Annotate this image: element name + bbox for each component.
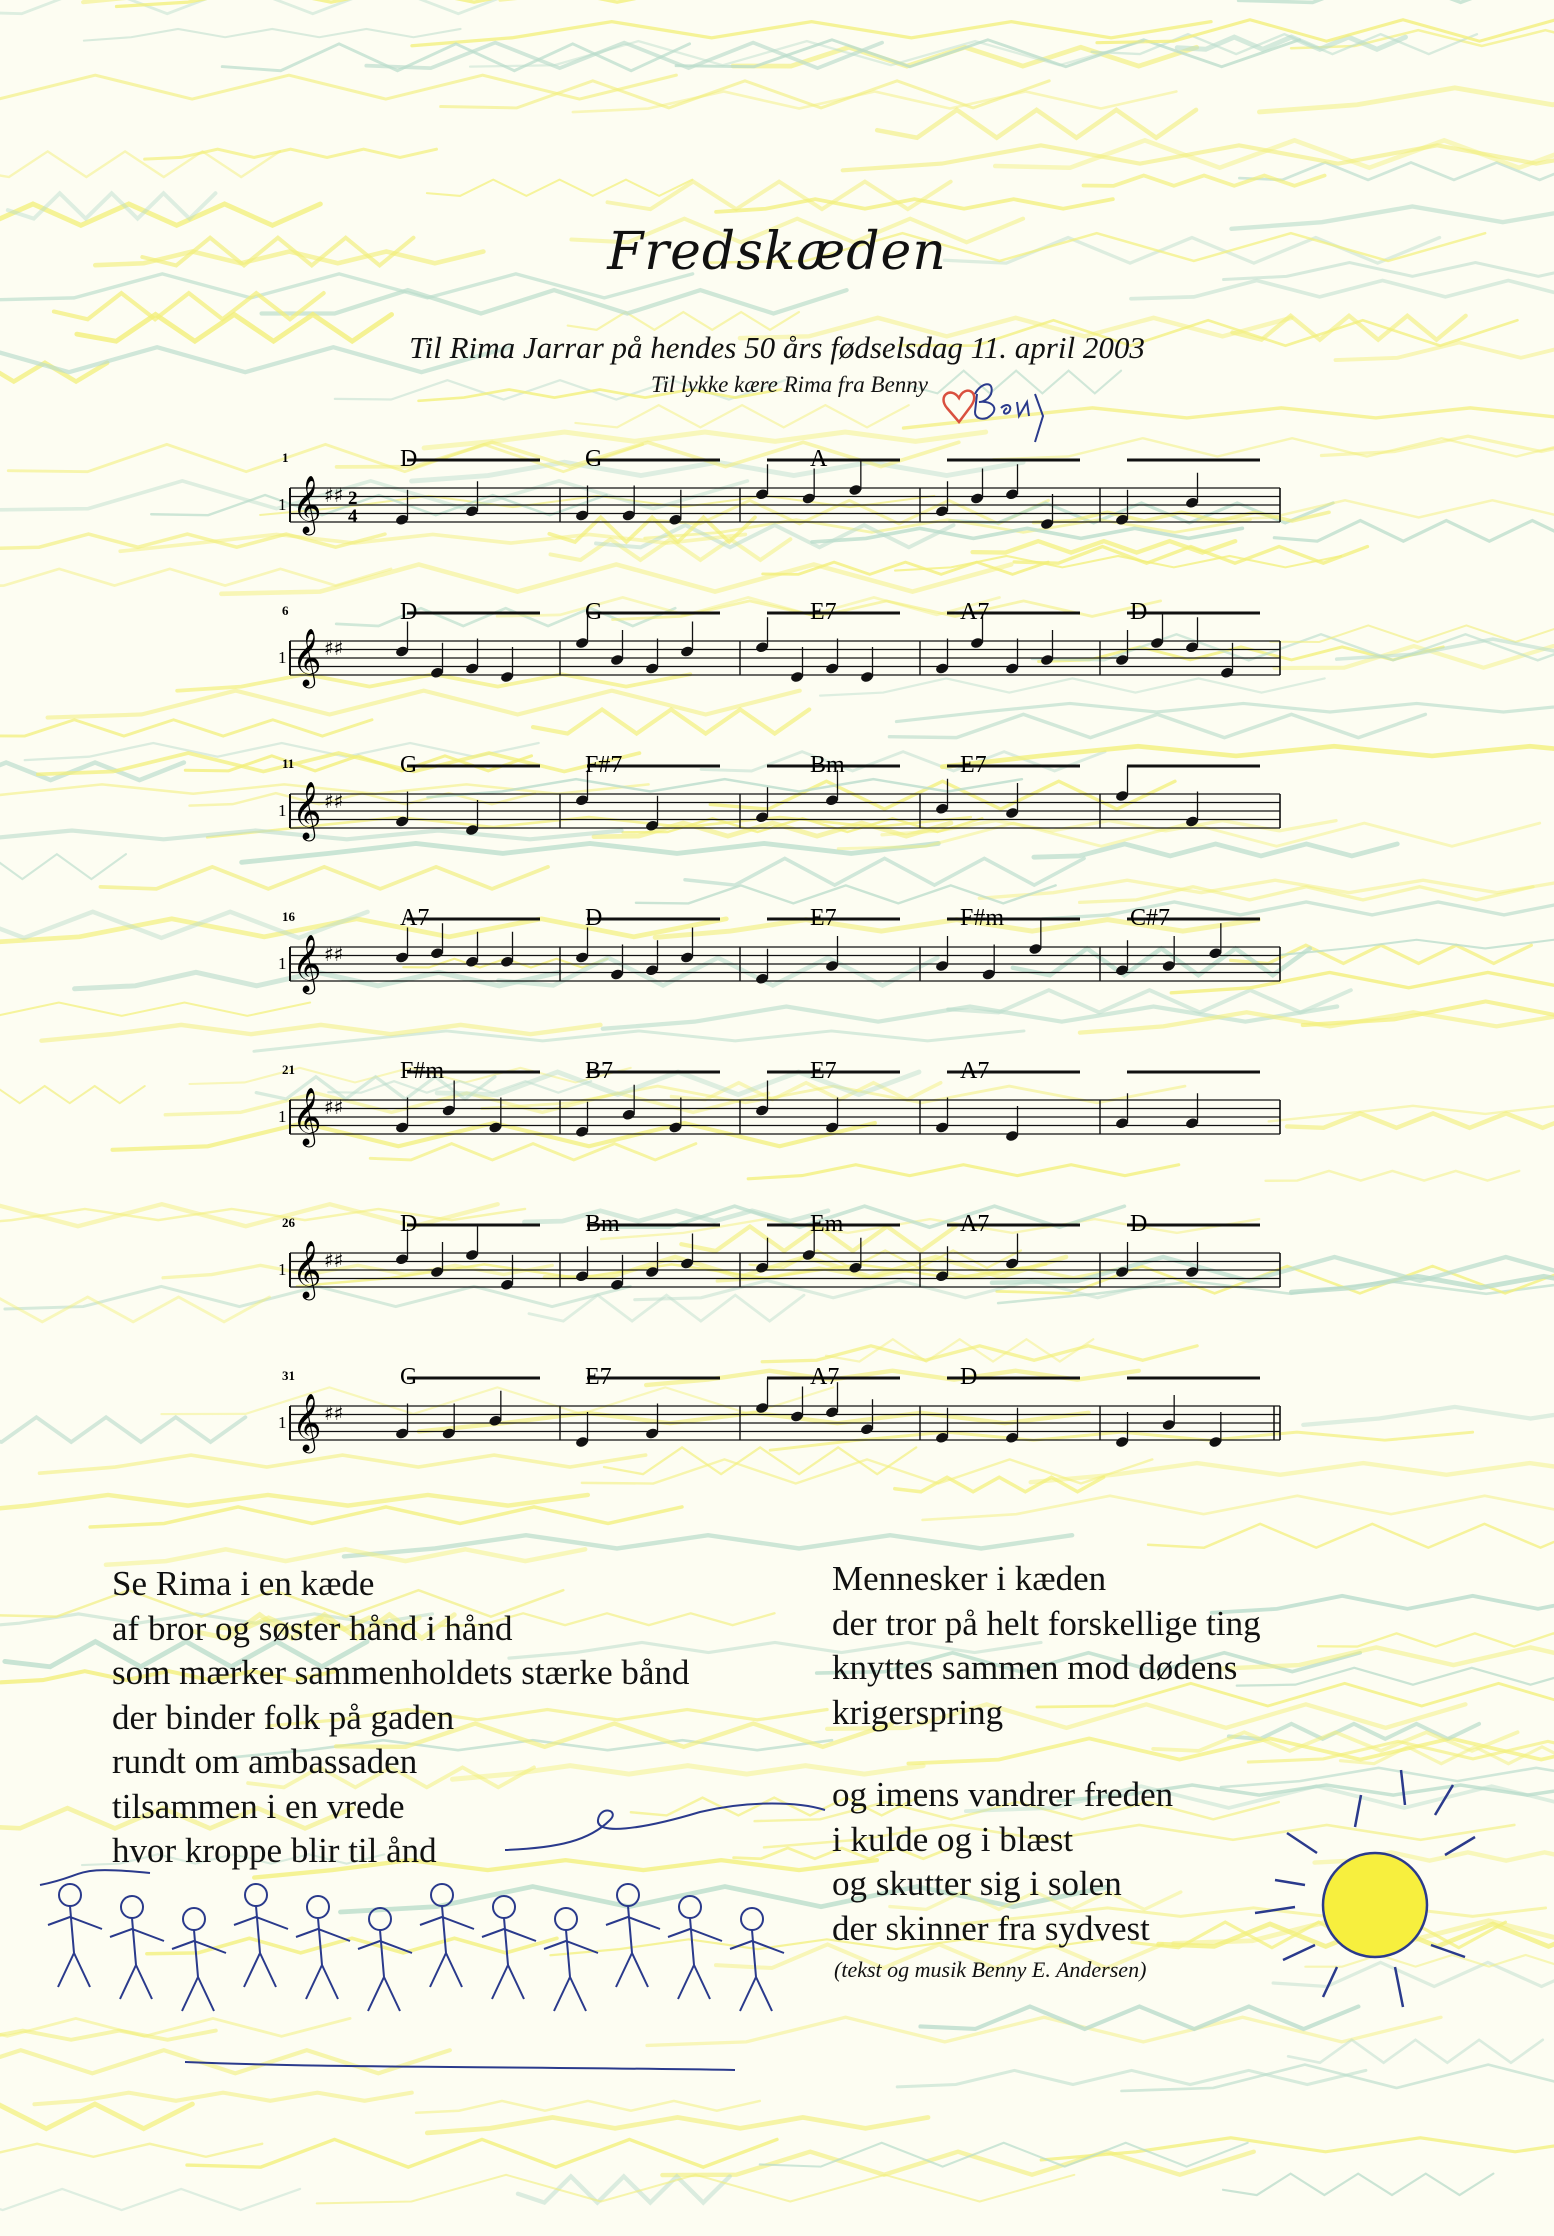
crayon-stroke bbox=[0, 2189, 300, 2210]
lyric-line: og imens vandrer freden bbox=[832, 1775, 1174, 1814]
chord-symbol: Em bbox=[810, 1211, 844, 1237]
verse-right-2 bbox=[832, 1773, 1173, 1951]
dedication-line: Til lykke kære Rima fra Benny bbox=[651, 372, 928, 397]
lyric-line: der skinner fra sydvest bbox=[832, 1908, 1150, 1948]
crayon-stroke bbox=[1259, 88, 1554, 112]
staff-label: 1 bbox=[278, 1413, 287, 1432]
lyric-line: krigerspring bbox=[832, 1692, 1004, 1732]
crayon-stroke bbox=[0, 1003, 310, 1020]
person-doodle bbox=[482, 1896, 536, 1999]
lyric-line: hvor kroppe blir til ånd bbox=[112, 1831, 437, 1870]
measure-number: 26 bbox=[282, 1215, 295, 1230]
chord-symbol: D bbox=[960, 1364, 978, 1390]
treble-clef-icon: 𝄞 bbox=[292, 1240, 322, 1298]
staff-label: 1 bbox=[278, 954, 287, 973]
song-credit: (tekst og musik Benny E. Andersen) bbox=[834, 1957, 1147, 1982]
person-doodle bbox=[606, 1884, 660, 1987]
crayon-stroke bbox=[427, 180, 692, 196]
crayon-stroke bbox=[1275, 646, 1554, 668]
key-signature: ♯♯ bbox=[324, 1248, 344, 1272]
crayon-stroke bbox=[877, 110, 1196, 138]
key-signature: ♯♯ bbox=[324, 1095, 344, 1119]
person-doodle bbox=[172, 1908, 226, 2011]
crayon-stroke bbox=[575, 405, 908, 427]
crayon-stroke bbox=[441, 81, 1050, 108]
lyric-line: Mennesker i kæden bbox=[832, 1559, 1107, 1598]
chord-symbol: E7 bbox=[810, 905, 837, 931]
treble-clef-icon: 𝄞 bbox=[292, 628, 322, 686]
staff-label: 1 bbox=[278, 1260, 287, 1279]
staff-label: 1 bbox=[278, 495, 287, 514]
crayon-stroke bbox=[0, 1086, 145, 1103]
measure-number: 1 bbox=[282, 450, 289, 465]
lyric-line: som mærker sammenholdets stærke bånd bbox=[112, 1653, 690, 1692]
sheet-music bbox=[270, 440, 1290, 1480]
chord-symbol: D bbox=[585, 905, 603, 931]
chord-symbol: D bbox=[1130, 599, 1148, 625]
chord-symbol: A7 bbox=[960, 599, 990, 625]
crayon-stroke bbox=[897, 2070, 1366, 2086]
crayon-stroke bbox=[0, 854, 126, 879]
person-doodle bbox=[296, 1896, 350, 1999]
crayon-stroke bbox=[923, 1496, 1554, 1520]
treble-clef-icon: 𝄞 bbox=[292, 781, 322, 839]
measure-number: 16 bbox=[282, 909, 295, 924]
person-doodle bbox=[48, 1884, 102, 1987]
crayon-stroke bbox=[1303, 1407, 1554, 1425]
key-signature: ♯♯ bbox=[324, 789, 344, 813]
chord-symbol: A7 bbox=[960, 1211, 990, 1237]
crayon-stroke bbox=[0, 75, 676, 102]
key-signature: ♯♯ bbox=[324, 636, 344, 660]
crayon-stroke bbox=[1270, 625, 1554, 642]
lyric-line: og skutter sig i solen bbox=[832, 1864, 1122, 1903]
chord-symbol: G bbox=[400, 1364, 418, 1390]
music-system bbox=[278, 905, 1280, 995]
crayon-stroke bbox=[568, 312, 799, 330]
heart-icon bbox=[944, 391, 975, 422]
key-signature: ♯♯ bbox=[324, 1401, 344, 1425]
crayon-stroke bbox=[1318, 1633, 1554, 1646]
crayon-stroke bbox=[1223, 2174, 1493, 2195]
crayon-stroke bbox=[90, 1507, 682, 1527]
treble-clef-icon: 𝄞 bbox=[292, 934, 322, 992]
staff-label: 1 bbox=[278, 648, 287, 667]
crayon-stroke bbox=[1266, 1171, 1520, 1181]
crayon-stroke bbox=[0, 2144, 262, 2160]
crayon-stroke bbox=[84, 29, 461, 41]
lyric-line: der tror på helt forskellige ting bbox=[832, 1603, 1261, 1643]
crayon-stroke bbox=[1148, 1524, 1554, 1548]
person-doodle bbox=[110, 1896, 164, 1999]
crayon-stroke bbox=[1239, 0, 1554, 2]
music-system bbox=[278, 446, 1280, 536]
chord-symbol: E7 bbox=[960, 752, 987, 778]
key-signature: ♯♯ bbox=[324, 942, 344, 966]
chord-symbol: Bm bbox=[585, 1211, 620, 1237]
crayon-stroke bbox=[427, 2117, 928, 2132]
crayon-stroke bbox=[1097, 20, 1554, 43]
music-system bbox=[278, 1364, 1280, 1454]
sun-icon bbox=[1323, 1853, 1427, 1957]
chord-symbol: C#7 bbox=[1130, 905, 1171, 931]
person-doodle bbox=[420, 1884, 474, 1987]
chord-symbol: E7 bbox=[810, 599, 837, 625]
measure-number: 31 bbox=[282, 1368, 295, 1383]
crayon-stroke bbox=[1212, 1596, 1554, 1613]
crayon-stroke bbox=[117, 0, 689, 6]
hand-drawn-sun bbox=[1235, 1745, 1495, 2015]
music-system bbox=[278, 1058, 1280, 1148]
lyric-line: rundt om ambassaden bbox=[112, 1742, 418, 1781]
song-title: Fredskæden bbox=[607, 222, 947, 282]
crayon-stroke bbox=[0, 1417, 245, 1442]
person-doodle bbox=[234, 1884, 288, 1987]
chord-symbol: D bbox=[1130, 1211, 1148, 1237]
music-system bbox=[278, 1211, 1280, 1301]
lyric-line: tilsammen i en vrede bbox=[112, 1786, 405, 1826]
treble-clef-icon: 𝄞 bbox=[292, 1393, 322, 1451]
measure-number: 11 bbox=[282, 756, 295, 771]
crayon-stroke bbox=[573, 91, 1177, 112]
person-doodle bbox=[358, 1908, 412, 2011]
crayon-stroke bbox=[54, 293, 324, 319]
time-signature-top: 2 bbox=[348, 488, 358, 509]
chord-symbol: D bbox=[400, 446, 418, 472]
crayon-stroke bbox=[1131, 280, 1554, 298]
crayon-stroke bbox=[1222, 1647, 1554, 1668]
chord-symbol: D bbox=[400, 1211, 418, 1237]
chord-symbol: A7 bbox=[400, 905, 430, 931]
song-subtitle: Til Rima Jarrar på hendes 50 års fødselsdag 11. april 2003 bbox=[409, 330, 1145, 365]
chord-symbol: A7 bbox=[810, 1364, 840, 1390]
chord-symbol: F#7 bbox=[585, 752, 623, 778]
music-system bbox=[278, 599, 1280, 689]
treble-clef-icon: 𝄞 bbox=[292, 1087, 322, 1145]
time-signature-bottom: 4 bbox=[348, 506, 358, 527]
chord-symbol: G bbox=[400, 752, 418, 778]
hand-drawn-people-chain bbox=[30, 1845, 830, 2105]
chord-symbol: Bm bbox=[810, 752, 845, 778]
crayon-stroke bbox=[262, 290, 847, 313]
chord-symbol: F#m bbox=[960, 905, 1005, 931]
crayon-stroke bbox=[317, 2175, 1075, 2203]
crayon-stroke bbox=[0, 0, 531, 14]
crayon-stroke bbox=[187, 2139, 777, 2167]
chord-symbol: A7 bbox=[960, 1058, 990, 1084]
lyric-line: knyttes sammen mod dødens bbox=[832, 1648, 1238, 1687]
chord-symbol: E7 bbox=[585, 1364, 612, 1390]
lyric-line: i kulde og i blæst bbox=[832, 1819, 1074, 1859]
crayon-stroke bbox=[1288, 2040, 1543, 2063]
person-doodle bbox=[544, 1908, 598, 2011]
measure-number: 6 bbox=[282, 603, 289, 618]
person-doodle bbox=[730, 1908, 784, 2011]
crayon-stroke bbox=[518, 2176, 730, 2202]
crayon-stroke bbox=[366, 43, 882, 68]
crayon-stroke bbox=[145, 149, 437, 159]
treble-clef-icon: 𝄞 bbox=[292, 475, 322, 533]
staff-label: 1 bbox=[278, 1107, 287, 1126]
music-system bbox=[278, 752, 1280, 842]
chord-symbol: E7 bbox=[810, 1058, 837, 1084]
chord-symbol: D bbox=[400, 599, 418, 625]
crayon-stroke bbox=[1274, 521, 1554, 542]
crayon-stroke bbox=[0, 1297, 269, 1322]
chord-symbol: F#m bbox=[400, 1058, 445, 1084]
verse-right-1 bbox=[832, 1557, 1261, 1735]
staff-label: 1 bbox=[278, 801, 287, 820]
crayon-stroke bbox=[0, 1495, 588, 1513]
crayon-stroke bbox=[0, 2104, 192, 2129]
crayon-stroke bbox=[662, 2152, 1253, 2175]
lyric-line: af bror og søster hånd i hånd bbox=[112, 1608, 513, 1648]
chord-symbol: A bbox=[810, 446, 828, 472]
lyric-line: der binder folk på gaden bbox=[112, 1697, 455, 1737]
key-signature: ♯♯ bbox=[324, 483, 344, 507]
chord-symbol: B7 bbox=[585, 1058, 614, 1084]
measure-number: 21 bbox=[282, 1062, 295, 1077]
lyric-line: Se Rima i en kæde bbox=[112, 1564, 375, 1603]
chord-symbol: G bbox=[585, 446, 603, 472]
chord-symbol: G bbox=[585, 599, 603, 625]
person-doodle bbox=[668, 1896, 722, 1999]
